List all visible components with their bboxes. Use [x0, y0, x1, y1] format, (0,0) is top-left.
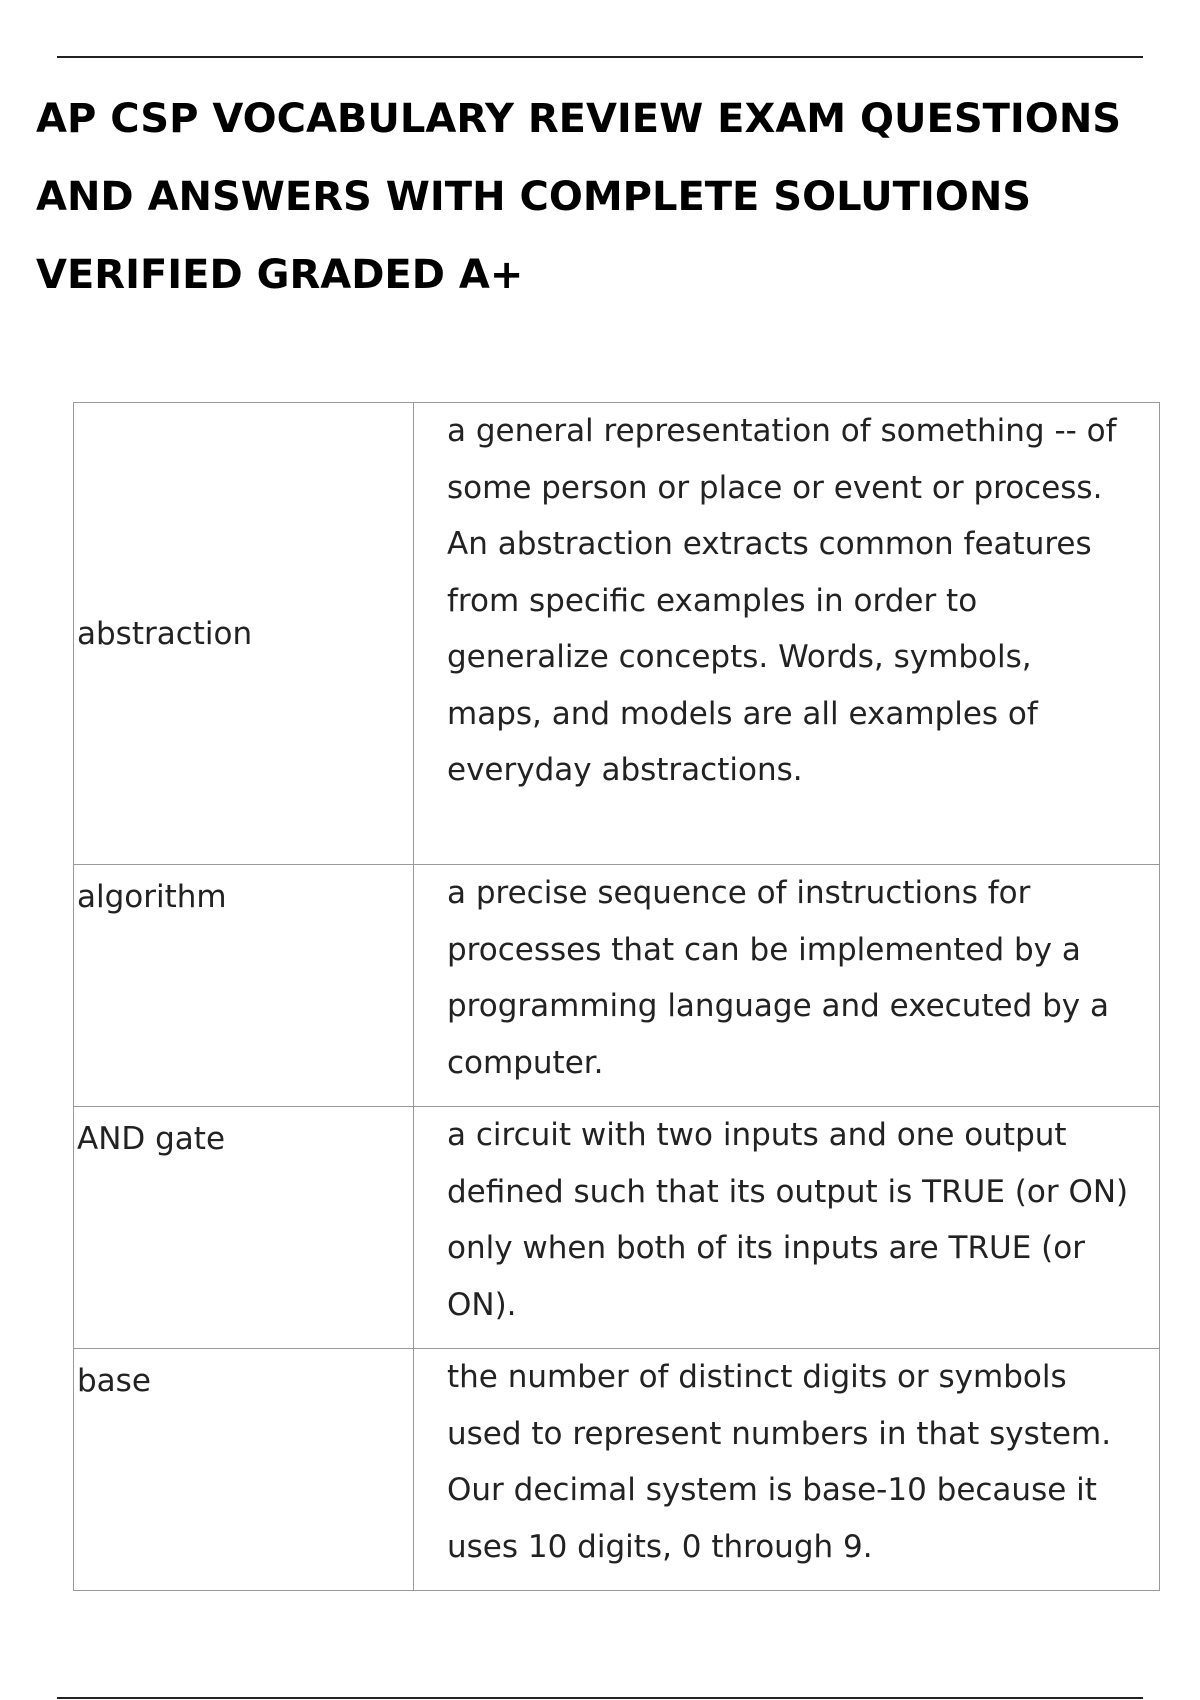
bottom-divider	[57, 1697, 1143, 1699]
term-cell: base	[74, 1349, 414, 1591]
definition-text: a circuit with two inputs and one output defined such that its output is TRUE (or ON) only when both of its inputs are TRUE (or ON).	[447, 1117, 1129, 1323]
table-row	[74, 865, 1160, 1107]
definition-cell	[414, 1107, 1160, 1349]
table-row	[74, 403, 1160, 865]
document-title: AP CSP VOCABULARY REVIEW EXAM QUESTIONS AND ANSWERS WITH COMPLETE SOLUTIONS VERIFIED GRADED A+	[36, 96, 1122, 298]
term-cell: algorithm	[74, 865, 414, 1107]
table-row	[74, 1349, 1160, 1591]
vocabulary-table	[73, 402, 1160, 1591]
term-cell: abstraction	[74, 403, 414, 865]
definition-text: the number of distinct digits or symbols used to represent numbers in that system. Our decimal system is base-10 because it uses 10 digits, 0 through 9.	[447, 1359, 1112, 1565]
definition-text: a precise sequence of instructions for processes that can be implemented by a programming language and executed by a computer.	[447, 875, 1109, 1081]
definition-cell	[414, 1349, 1160, 1591]
top-divider	[57, 56, 1143, 58]
table-row	[74, 1107, 1160, 1349]
term-cell: AND gate	[74, 1107, 414, 1349]
definition-text: a general representation of something -- of some person or place or event or process. An abstraction extracts common features from specific examples in order to generalize concepts. Words, symbols, maps, and models are all examples of everyday abstractions.	[447, 413, 1117, 788]
definition-cell	[414, 403, 1160, 865]
definition-cell	[414, 865, 1160, 1107]
